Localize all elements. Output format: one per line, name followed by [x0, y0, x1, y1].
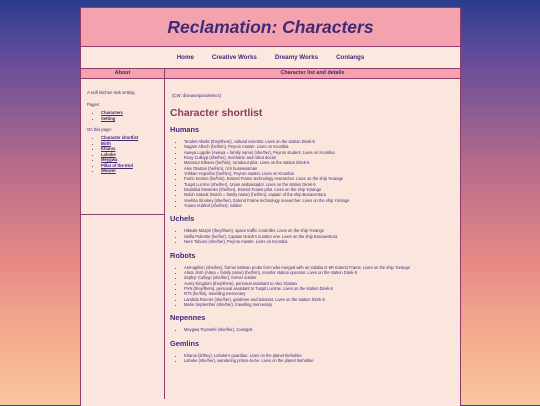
nepennes-list — [170, 327, 454, 332]
group-heading-uchels: Uchels — [170, 214, 195, 224]
list-item: • Zephyr Culloyp (she/her), former soldier — [184, 275, 454, 280]
list-item: • Kharus (it/they), Lahuke's guardian. Lives on the planet Ikehuhke — [184, 353, 454, 358]
list-item: • Aetrogelion (she/her), former kalman probe form who merged with an Indaba G-6R Extend Frame. Lives on the ship Yorange — [184, 265, 454, 270]
content-warning: (CW: disease/pandemics) — [172, 93, 222, 98]
top-nav — [81, 47, 460, 69]
onpage-label: On this page: — [87, 127, 112, 132]
pages-label: Pages: — [87, 102, 101, 107]
site-header — [81, 8, 460, 47]
list-item: • R73 (he/his), travelling mercenary — [184, 291, 454, 296]
onpage-link-pillar-of-the-end[interactable]: • Pillar of the End — [101, 163, 158, 169]
list-item: • Aweya Lugolie (Aweya = family name) (she/her), Peyron student. Lives on Krumbia — [184, 150, 454, 155]
onpage-list — [87, 135, 158, 174]
main-column — [165, 69, 460, 399]
list-item: • Lahuke (she/her), wandering prince-to-be. Lives on the planet Ikehuhke — [184, 358, 454, 363]
onpage-link-lahuke[interactable]: • Lahuke — [101, 152, 158, 158]
list-item: • Dedalina Mesenko (she/her), Extend Frame pilot. Lives on the ship Yorange — [184, 187, 454, 192]
nav-conlangs-link[interactable]: Conlangs — [336, 54, 365, 61]
sidebar — [81, 69, 165, 399]
nav-creative-works-link[interactable]: Creative Works — [211, 54, 257, 61]
group-heading-humans: Humans — [170, 125, 200, 134]
list-item: • Teodrel Abeltz (they/them), cultural scientist. Lives on the station Direk-5 — [184, 139, 454, 144]
list-item: • Lambda Runner (she/her), gardener and botanist. Lives on the station Direk-5 — [184, 297, 454, 302]
list-item: • Marie September (she/her), travelling mercenary — [184, 302, 454, 307]
group-heading-robots: Robots — [170, 250, 196, 260]
list-item: • Farris Keston (he/him), Extend Frame technology researcher. Lives on the ship Yorange — [184, 176, 454, 181]
group-heading-nepennes: Nepennes — [170, 313, 206, 323]
list-item: • Roxy Culloyp (she/her), mechanic and robot doctor — [184, 155, 454, 160]
list-item: • Alex Glastov (he/him), rich businessman — [184, 166, 454, 171]
list-item: • Seifia Pulestre (he/her), Captain Noloh's number one. Lives on the ship Bonaventura — [184, 234, 454, 239]
list-item: • Yohkan Hoposho (he/him), Peyron master. Lives on Krumbia — [184, 171, 454, 176]
nav-home-link[interactable]: Home — [176, 54, 194, 61]
list-item: • Mansour Elleess (he/him), runabout pilot. Lives on the station Direk-5 — [184, 160, 454, 165]
main-heading: Character list and details — [165, 69, 460, 79]
site-title: Reclamation: Characters — [167, 16, 374, 37]
list-item: • Nere Tobuno (she/her), Peyron master. Lives on Krumbia — [184, 239, 454, 244]
main-content — [165, 93, 460, 363]
robots-list — [170, 265, 454, 308]
pages-link-setting[interactable]: • Setting — [101, 116, 158, 122]
list-item: • Meygwa Teynsehi (she/her), zoologist — [184, 327, 454, 332]
list-item: • Tuspit Lucrme (she/her), Union ambassador. Lives on the station Direk-5 — [184, 182, 454, 187]
onpage-link-weaver[interactable]: • Weaver — [101, 168, 158, 174]
gemlins-list — [170, 353, 454, 364]
list-item: • Alara Jiroh (Alara = family name) (he/him), monitor station operator. Lives on the station Direk-5 — [184, 270, 454, 275]
list-item: • PVN (they/them), personal assistant to Tuspit Lucrme. Lives on the station Direk-5 — [184, 286, 454, 291]
list-item: • Yuana Vulzkof (she/her), soldier — [184, 203, 454, 208]
list-item: • Veekha Slookey (she/her), Extend Frame technology researcher. Lives on the ship Yorange — [184, 198, 454, 203]
onpage-link-birth[interactable]: • Birth — [101, 141, 158, 147]
pages-link-characters[interactable]: • Characters — [101, 110, 158, 116]
group-heading-gemlins: Gemlins — [170, 338, 200, 348]
uchels-list — [170, 228, 454, 244]
humans-list — [170, 139, 454, 208]
list-item: • Avery Kingdom (they/them), personal assistant to Alex Glastov — [184, 281, 454, 286]
sidebar-box — [81, 90, 164, 215]
page-frame — [80, 7, 461, 406]
nav-dreamy-works-link[interactable]: Dreamy Works — [274, 54, 319, 61]
shortlist-title: Character shortlist — [170, 108, 263, 119]
list-item: • Noloh Satouk (Noloh = family name) (he/him), captain of the ship Bonaventura — [184, 192, 454, 197]
sidebar-intro: A scifi kitchen sink setting. — [87, 90, 136, 95]
onpage-link-character-shortlist[interactable]: • Character shortlist — [101, 135, 158, 141]
onpage-link-kharus[interactable]: • Kharus — [101, 146, 158, 152]
list-item: • Hikeale Mazpé (they/them), space traffic controller. Lives on the ship Yorange — [184, 228, 454, 233]
sidebar-heading: About — [81, 69, 164, 79]
list-item: • Nagam Aftoch (he/him), Peyron master. Lives on Krumbia — [184, 144, 454, 149]
pages-list — [87, 110, 158, 121]
onpage-link-meygwa[interactable]: • Meygwa — [101, 157, 158, 163]
